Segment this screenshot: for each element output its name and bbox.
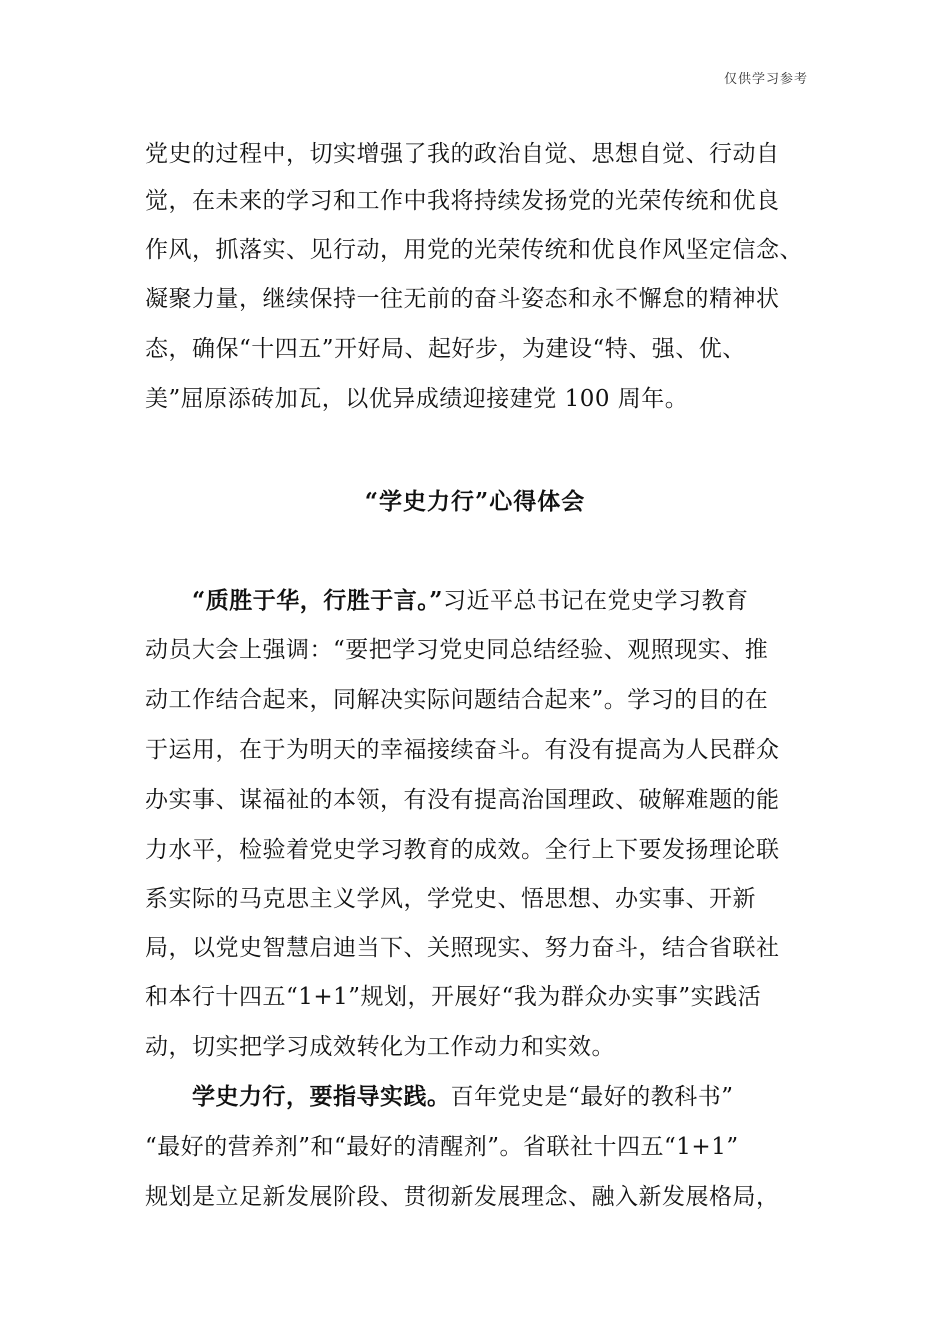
- paragraph-line: 力水平，检验着党史学习教育的成效。全行上下要发扬理论联: [145, 837, 780, 863]
- paragraph-lead-bold: 学史力行，要指导实践。: [192, 1083, 451, 1110]
- paragraph-lead-line: [192, 586, 825, 616]
- paragraph-lead-text: 习近平总书记在党史学习教育: [442, 588, 749, 614]
- paragraph-line: 动员大会上强调：“要把学习党史同总结经验、观照现实、推: [145, 637, 769, 663]
- paragraph-line: 和本行十四五“1+1”规划，开展好“我为群众办实事”实践活: [145, 984, 762, 1010]
- paragraph-line: 系实际的马克思主义学风，学党史、悟思想、办实事、开新: [145, 886, 756, 912]
- document-title: “学史力行”心得体会: [364, 488, 586, 515]
- paragraph-line: 作风，抓落实、见行动，用党的光荣传统和优良作风坚定信念、: [145, 237, 803, 263]
- paragraph-line: 于运用，在于为明天的幸福接续奋斗。有没有提高为人民群众: [145, 737, 780, 763]
- paragraph-line: 党史的过程中，切实增强了我的政治自觉、思想自觉、行动自: [145, 141, 780, 167]
- paragraph-line: 态，确保“十四五”开好局、起好步，为建设“特、强、优、: [145, 336, 746, 362]
- paragraph-line: 觉，在未来的学习和工作中我将持续发扬党的光荣传统和优良: [145, 188, 780, 214]
- paragraph-line: 凝聚力量，继续保持一往无前的奋斗姿态和永不懈怠的精神状: [145, 286, 780, 312]
- paragraph-line: 动工作结合起来，同解决实际问题结合起来”。学习的目的在: [145, 687, 769, 713]
- paragraph-line: 美”屈原添砖加瓦，以优异成绩迎接建党 100 周年。: [145, 386, 689, 412]
- paragraph-lead-text: 百年党史是“最好的教科书”: [450, 1084, 734, 1110]
- paragraph-line: “最好的营养剂”和“最好的清醒剂”。省联社十四五“1+1”: [145, 1134, 739, 1160]
- paragraph-line: 规划是立足新发展阶段、贯彻新发展理念、融入新发展格局，: [145, 1184, 780, 1210]
- paragraph-line: 局，以党史智慧启迪当下、关照现实、努力奋斗，结合省联社: [145, 935, 780, 961]
- paragraph-lead-bold: “质胜于华，行胜于言。”: [192, 587, 443, 614]
- paragraph-line: 办实事、谋福祉的本领，有没有提高治国理政、破解难题的能: [145, 787, 780, 813]
- header-note: 仅供学习参考: [723, 72, 808, 87]
- paragraph-lead-line: [192, 1082, 825, 1112]
- paragraph-line: 动，切实把学习成效转化为工作动力和实效。: [145, 1034, 615, 1060]
